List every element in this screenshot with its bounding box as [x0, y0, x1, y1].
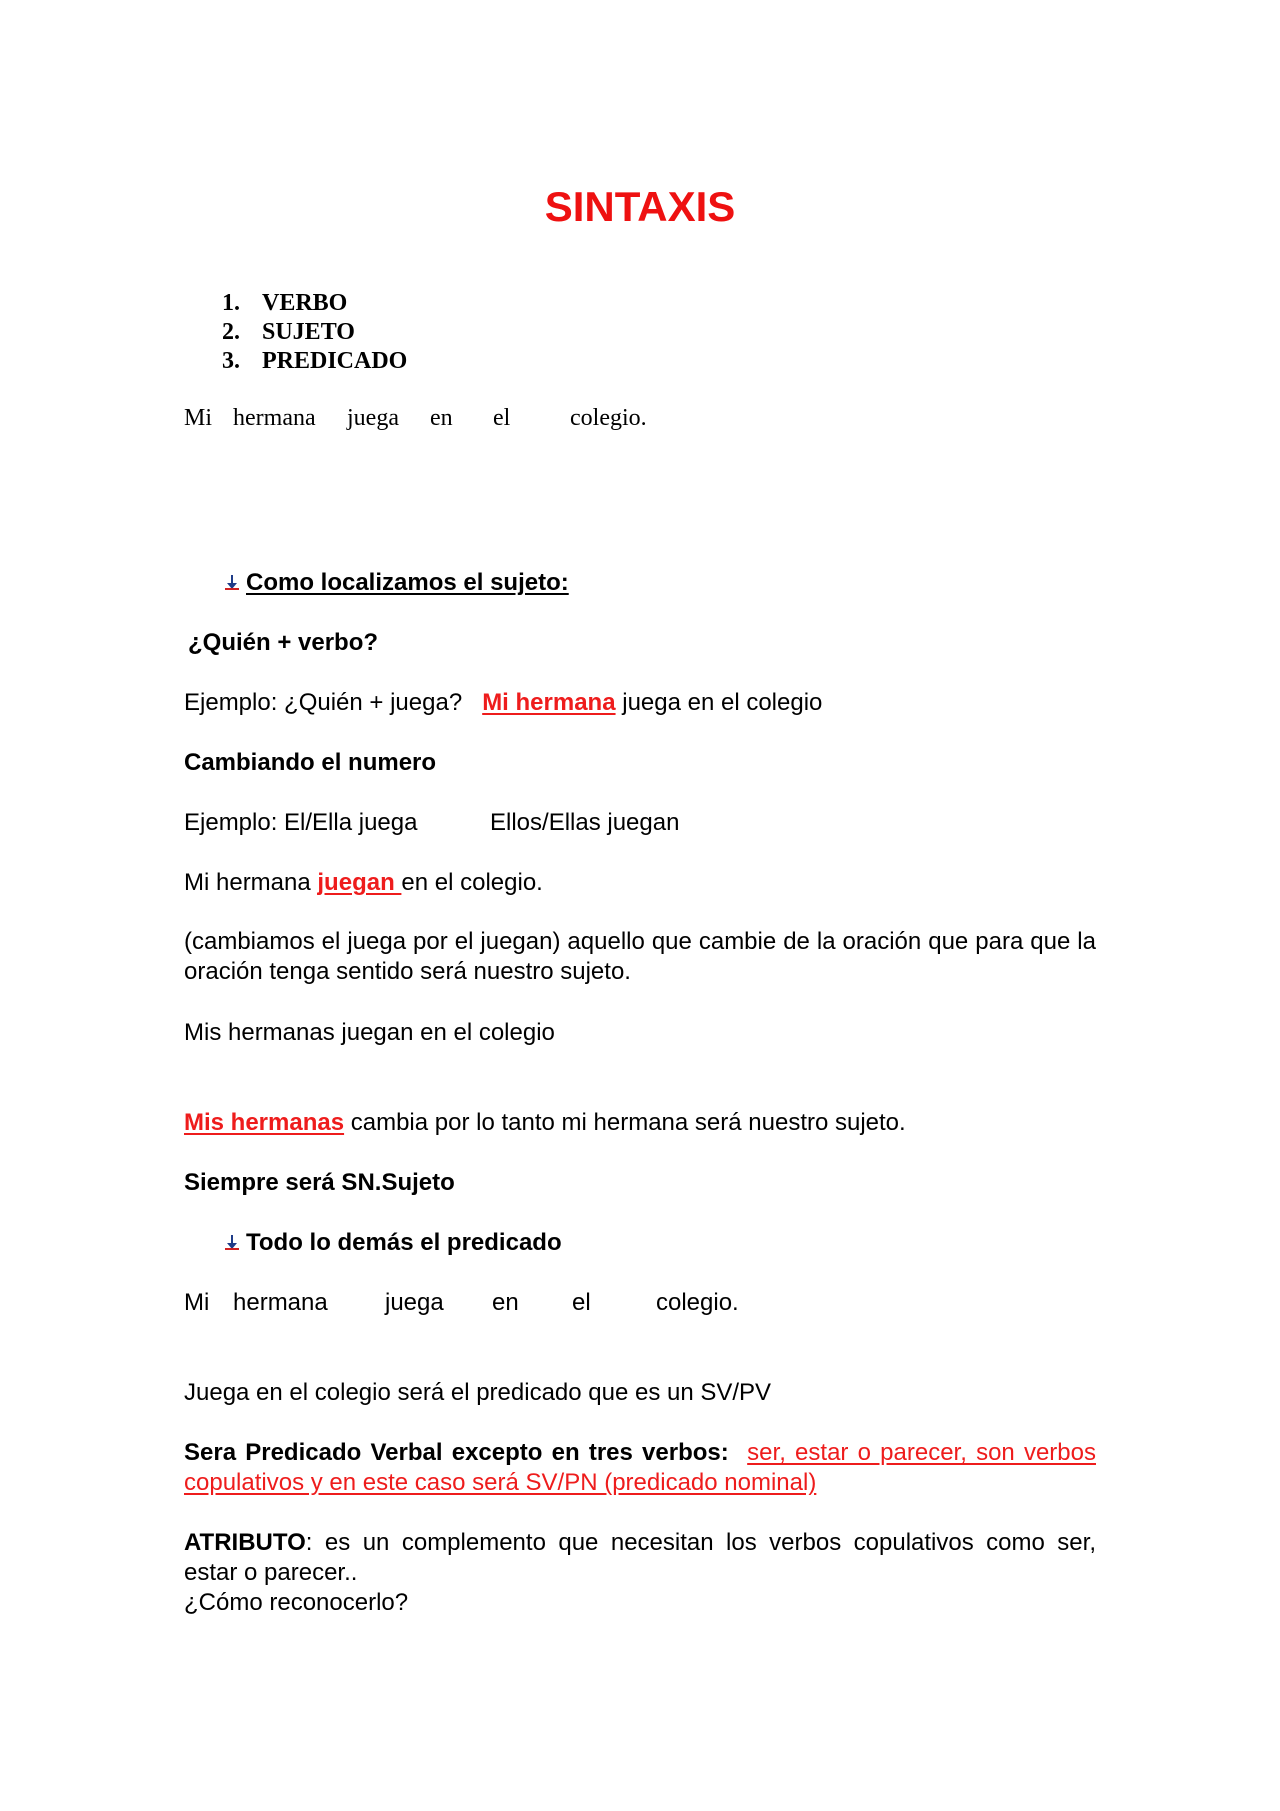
sera-bold: Sera Predicado Verbal excepto en tres verbos:: [184, 1439, 729, 1466]
sentence2-word: el: [572, 1289, 591, 1316]
sentence2-word: colegio.: [656, 1289, 739, 1316]
list-item-verbo: VERBO: [262, 290, 348, 316]
page-title: SINTAXIS: [544, 183, 736, 230]
sentence1-word: hermana: [233, 405, 316, 431]
example3-suffix: en el colegio.: [401, 869, 543, 896]
sentence1-word: juega: [347, 405, 399, 431]
example4-suffix: cambia por lo tanto mi hermana será nuestro sujeto.: [344, 1109, 906, 1136]
atributo-rest: : es un complemento que necesitan los verbos copulativos como ser, estar o parecer..: [184, 1529, 1096, 1586]
sentence1-word: en: [430, 405, 453, 431]
section-heading-predicado: [224, 1228, 562, 1258]
example-line-4: [184, 1108, 906, 1138]
plural-sentence: Mis hermanas juegan en el colegio: [184, 1019, 555, 1046]
sentence1-word: colegio.: [570, 405, 647, 431]
section-heading-text: Como localizamos el sujeto:: [246, 569, 569, 596]
list-item-sujeto: SUJETO: [262, 319, 355, 345]
predicado-line: Juega en el colegio será el predicado que es un SV/PV: [184, 1379, 772, 1406]
list-number-1: 1.: [222, 290, 240, 316]
sentence2-word: Mi: [184, 1289, 210, 1316]
example-line-1: [184, 688, 822, 718]
sentence2-word: en: [492, 1289, 519, 1316]
explanation-paragraph: (cambiamos el juega por el juegan) aquello que cambie de la oración que para que la oración tenga sentido será nuestro sujeto.: [184, 928, 1096, 985]
highlight-subject: Mi hermana: [482, 689, 616, 716]
example-prefix: Ejemplo: ¿Quién + juega?: [184, 689, 463, 716]
sera-paragraph: [184, 1438, 1096, 1498]
question-line: ¿Quién + verbo?: [188, 629, 379, 656]
example-suffix: juega en el colegio: [622, 689, 823, 716]
list-item-predicado: PREDICADO: [262, 348, 408, 374]
arrow-bullet-icon: [224, 574, 240, 592]
atributo-paragraph: [184, 1528, 1096, 1588]
sentence1-word: Mi: [184, 405, 213, 431]
sentence2-word: hermana: [233, 1289, 328, 1316]
arrow-bullet-icon: [224, 1234, 240, 1252]
section-heading-text: Todo lo demás el predicado: [246, 1229, 562, 1256]
list-number-3: 3.: [222, 348, 240, 374]
example-line-3: [184, 868, 543, 898]
example-line-2a: Ejemplo: El/Ella juega: [184, 809, 418, 836]
sera-copulativos: ser, estar o parecer, son verbos copulativos y en este caso será SV/PN (predicado nominal): [184, 1439, 1096, 1496]
example-line-2b: Ellos/Ellas juegan: [490, 809, 680, 836]
atributo-bold: ATRIBUTO: [184, 1529, 306, 1556]
siempre-line: Siempre será SN.Sujeto: [184, 1169, 455, 1196]
sentence2-word: juega: [385, 1289, 444, 1316]
cambiando-heading: Cambiando el numero: [184, 749, 437, 776]
section-heading-sujeto: [224, 568, 569, 598]
example3-prefix: Mi hermana: [184, 869, 318, 896]
highlight-verb: juegan: [317, 869, 402, 896]
como-line: ¿Cómo reconocerlo?: [184, 1589, 409, 1616]
highlight-plural-subject: Mis hermanas: [184, 1109, 345, 1136]
sentence1-word: el: [493, 405, 511, 431]
list-number-2: 2.: [222, 319, 240, 345]
